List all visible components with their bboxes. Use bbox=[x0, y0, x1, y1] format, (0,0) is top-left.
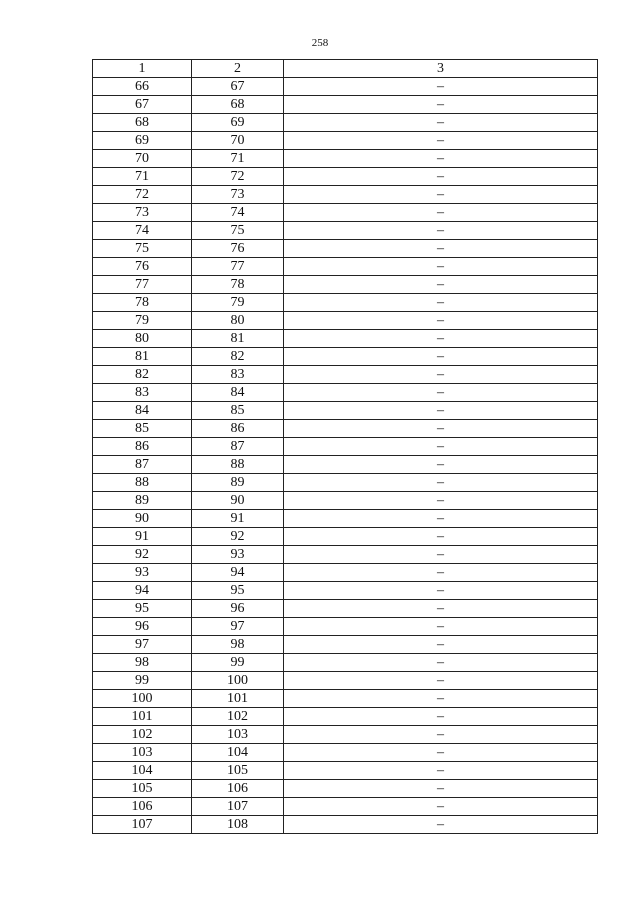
table-cell-col2: 105 bbox=[192, 762, 284, 780]
table-cell-col3: – bbox=[284, 510, 598, 528]
table-row bbox=[93, 492, 598, 510]
table-cell-col1: 86 bbox=[93, 438, 192, 456]
table-cell-col3: – bbox=[284, 456, 598, 474]
table-cell-col3: – bbox=[284, 762, 598, 780]
table-row bbox=[93, 384, 598, 402]
table-cell-col2: 97 bbox=[192, 618, 284, 636]
table-cell-col3: – bbox=[284, 654, 598, 672]
table-row bbox=[93, 438, 598, 456]
table-row bbox=[93, 564, 598, 582]
table-cell-col3: – bbox=[284, 780, 598, 798]
table-cell-col2: 74 bbox=[192, 204, 284, 222]
table-row bbox=[93, 528, 598, 546]
column-header-2: 2 bbox=[192, 60, 284, 78]
table-cell-col2: 75 bbox=[192, 222, 284, 240]
table-cell-col3: – bbox=[284, 114, 598, 132]
table-row bbox=[93, 672, 598, 690]
table-cell-col3: – bbox=[284, 816, 598, 834]
table-row bbox=[93, 510, 598, 528]
table-cell-col3: – bbox=[284, 78, 598, 96]
table-cell-col3: – bbox=[284, 582, 598, 600]
table-cell-col3: – bbox=[284, 294, 598, 312]
table-cell-col1: 105 bbox=[93, 780, 192, 798]
table-cell-col1: 93 bbox=[93, 564, 192, 582]
table-cell-col2: 101 bbox=[192, 690, 284, 708]
table-cell-col3: – bbox=[284, 204, 598, 222]
table-row bbox=[93, 312, 598, 330]
table-cell-col2: 102 bbox=[192, 708, 284, 726]
table-cell-col3: – bbox=[284, 330, 598, 348]
table-cell-col2: 104 bbox=[192, 744, 284, 762]
table-cell-col3: – bbox=[284, 546, 598, 564]
table-cell-col1: 85 bbox=[93, 420, 192, 438]
table-cell-col2: 91 bbox=[192, 510, 284, 528]
table-cell-col2: 108 bbox=[192, 816, 284, 834]
table-cell-col3: – bbox=[284, 600, 598, 618]
table-cell-col2: 85 bbox=[192, 402, 284, 420]
table-cell-col2: 76 bbox=[192, 240, 284, 258]
table-cell-col3: – bbox=[284, 132, 598, 150]
table-row bbox=[93, 744, 598, 762]
table-cell-col3: – bbox=[284, 366, 598, 384]
table-cell-col1: 76 bbox=[93, 258, 192, 276]
table-row bbox=[93, 798, 598, 816]
data-table bbox=[92, 59, 598, 834]
table-row bbox=[93, 150, 598, 168]
table-cell-col3: – bbox=[284, 420, 598, 438]
table-cell-col2: 94 bbox=[192, 564, 284, 582]
table-cell-col2: 92 bbox=[192, 528, 284, 546]
table-cell-col3: – bbox=[284, 708, 598, 726]
table-cell-col2: 79 bbox=[192, 294, 284, 312]
table-row bbox=[93, 816, 598, 834]
table-cell-col1: 99 bbox=[93, 672, 192, 690]
table-cell-col1: 83 bbox=[93, 384, 192, 402]
table-cell-col1: 107 bbox=[93, 816, 192, 834]
table-row bbox=[93, 348, 598, 366]
table-cell-col1: 104 bbox=[93, 762, 192, 780]
table-cell-col1: 82 bbox=[93, 366, 192, 384]
table-cell-col2: 67 bbox=[192, 78, 284, 96]
table-cell-col1: 94 bbox=[93, 582, 192, 600]
table-row bbox=[93, 96, 598, 114]
table-cell-col3: – bbox=[284, 528, 598, 546]
table-cell-col3: – bbox=[284, 240, 598, 258]
table-cell-col2: 107 bbox=[192, 798, 284, 816]
table-cell-col1: 81 bbox=[93, 348, 192, 366]
table-cell-col1: 79 bbox=[93, 312, 192, 330]
table-cell-col3: – bbox=[284, 726, 598, 744]
table-cell-col3: – bbox=[284, 492, 598, 510]
table-cell-col2: 81 bbox=[192, 330, 284, 348]
column-header-1: 1 bbox=[93, 60, 192, 78]
table-row bbox=[93, 204, 598, 222]
table-row bbox=[93, 294, 598, 312]
table-row bbox=[93, 114, 598, 132]
table-cell-col2: 73 bbox=[192, 186, 284, 204]
table-cell-col1: 70 bbox=[93, 150, 192, 168]
table-cell-col3: – bbox=[284, 96, 598, 114]
table-row bbox=[93, 258, 598, 276]
table-cell-col2: 68 bbox=[192, 96, 284, 114]
table-cell-col3: – bbox=[284, 690, 598, 708]
table-cell-col3: – bbox=[284, 168, 598, 186]
table-cell-col2: 98 bbox=[192, 636, 284, 654]
table-cell-col1: 72 bbox=[93, 186, 192, 204]
table-cell-col1: 80 bbox=[93, 330, 192, 348]
header-row bbox=[93, 60, 598, 78]
table-cell-col2: 100 bbox=[192, 672, 284, 690]
table-row bbox=[93, 132, 598, 150]
table-row bbox=[93, 546, 598, 564]
table-cell-col2: 72 bbox=[192, 168, 284, 186]
table-cell-col2: 103 bbox=[192, 726, 284, 744]
table-cell-col2: 77 bbox=[192, 258, 284, 276]
table-row bbox=[93, 636, 598, 654]
table-row bbox=[93, 726, 598, 744]
table-cell-col1: 77 bbox=[93, 276, 192, 294]
table-row bbox=[93, 780, 598, 798]
table-row bbox=[93, 690, 598, 708]
table-cell-col3: – bbox=[284, 402, 598, 420]
table-cell-col1: 95 bbox=[93, 600, 192, 618]
table-cell-col2: 86 bbox=[192, 420, 284, 438]
table-cell-col3: – bbox=[284, 222, 598, 240]
column-header-3: 3 bbox=[284, 60, 598, 78]
table-row bbox=[93, 276, 598, 294]
table-cell-col3: – bbox=[284, 312, 598, 330]
table-row bbox=[93, 762, 598, 780]
table-cell-col1: 101 bbox=[93, 708, 192, 726]
table-cell-col3: – bbox=[284, 186, 598, 204]
table-row bbox=[93, 618, 598, 636]
table-row bbox=[93, 168, 598, 186]
table-cell-col3: – bbox=[284, 672, 598, 690]
table-row bbox=[93, 330, 598, 348]
table-cell-col1: 88 bbox=[93, 474, 192, 492]
table-row bbox=[93, 240, 598, 258]
table-cell-col2: 88 bbox=[192, 456, 284, 474]
table-cell-col1: 66 bbox=[93, 78, 192, 96]
table-row bbox=[93, 474, 598, 492]
table-cell-col2: 70 bbox=[192, 132, 284, 150]
table-cell-col2: 78 bbox=[192, 276, 284, 294]
table-cell-col1: 75 bbox=[93, 240, 192, 258]
table-cell-col2: 80 bbox=[192, 312, 284, 330]
table-cell-col1: 87 bbox=[93, 456, 192, 474]
table-cell-col3: – bbox=[284, 150, 598, 168]
table-row bbox=[93, 600, 598, 618]
table-cell-col2: 71 bbox=[192, 150, 284, 168]
table-row bbox=[93, 366, 598, 384]
table-cell-col1: 98 bbox=[93, 654, 192, 672]
table-cell-col3: – bbox=[284, 384, 598, 402]
table-cell-col2: 99 bbox=[192, 654, 284, 672]
table-cell-col3: – bbox=[284, 276, 598, 294]
table-row bbox=[93, 402, 598, 420]
table-header bbox=[93, 60, 598, 78]
table-cell-col1: 78 bbox=[93, 294, 192, 312]
table-cell-col1: 69 bbox=[93, 132, 192, 150]
table-cell-col3: – bbox=[284, 798, 598, 816]
table-cell-col1: 90 bbox=[93, 510, 192, 528]
table-cell-col3: – bbox=[284, 744, 598, 762]
table-row bbox=[93, 420, 598, 438]
table-cell-col1: 102 bbox=[93, 726, 192, 744]
table-cell-col3: – bbox=[284, 258, 598, 276]
table-row bbox=[93, 78, 598, 96]
table-row bbox=[93, 186, 598, 204]
table-cell-col3: – bbox=[284, 474, 598, 492]
table-row bbox=[93, 456, 598, 474]
table-cell-col2: 95 bbox=[192, 582, 284, 600]
table-cell-col2: 82 bbox=[192, 348, 284, 366]
table-cell-col2: 93 bbox=[192, 546, 284, 564]
table-cell-col1: 84 bbox=[93, 402, 192, 420]
table-row bbox=[93, 582, 598, 600]
table-cell-col1: 103 bbox=[93, 744, 192, 762]
table-cell-col1: 97 bbox=[93, 636, 192, 654]
table-cell-col2: 96 bbox=[192, 600, 284, 618]
table-cell-col1: 67 bbox=[93, 96, 192, 114]
table-row bbox=[93, 222, 598, 240]
table-cell-col2: 87 bbox=[192, 438, 284, 456]
table-cell-col3: – bbox=[284, 618, 598, 636]
table-cell-col1: 68 bbox=[93, 114, 192, 132]
page-number: 258 bbox=[311, 37, 329, 49]
table-body bbox=[93, 78, 598, 834]
table-cell-col1: 71 bbox=[93, 168, 192, 186]
table-cell-col1: 89 bbox=[93, 492, 192, 510]
table-cell-col3: – bbox=[284, 348, 598, 366]
table-cell-col3: – bbox=[284, 438, 598, 456]
table-cell-col1: 73 bbox=[93, 204, 192, 222]
table-cell-col1: 106 bbox=[93, 798, 192, 816]
table-cell-col1: 96 bbox=[93, 618, 192, 636]
table-cell-col3: – bbox=[284, 636, 598, 654]
table-cell-col2: 69 bbox=[192, 114, 284, 132]
table-cell-col1: 92 bbox=[93, 546, 192, 564]
table-cell-col2: 84 bbox=[192, 384, 284, 402]
table-row bbox=[93, 708, 598, 726]
table-cell-col2: 106 bbox=[192, 780, 284, 798]
table-cell-col2: 90 bbox=[192, 492, 284, 510]
table-cell-col3: – bbox=[284, 564, 598, 582]
table-cell-col2: 83 bbox=[192, 366, 284, 384]
table-row bbox=[93, 654, 598, 672]
table-cell-col1: 91 bbox=[93, 528, 192, 546]
table-cell-col1: 100 bbox=[93, 690, 192, 708]
table-cell-col1: 74 bbox=[93, 222, 192, 240]
table-cell-col2: 89 bbox=[192, 474, 284, 492]
